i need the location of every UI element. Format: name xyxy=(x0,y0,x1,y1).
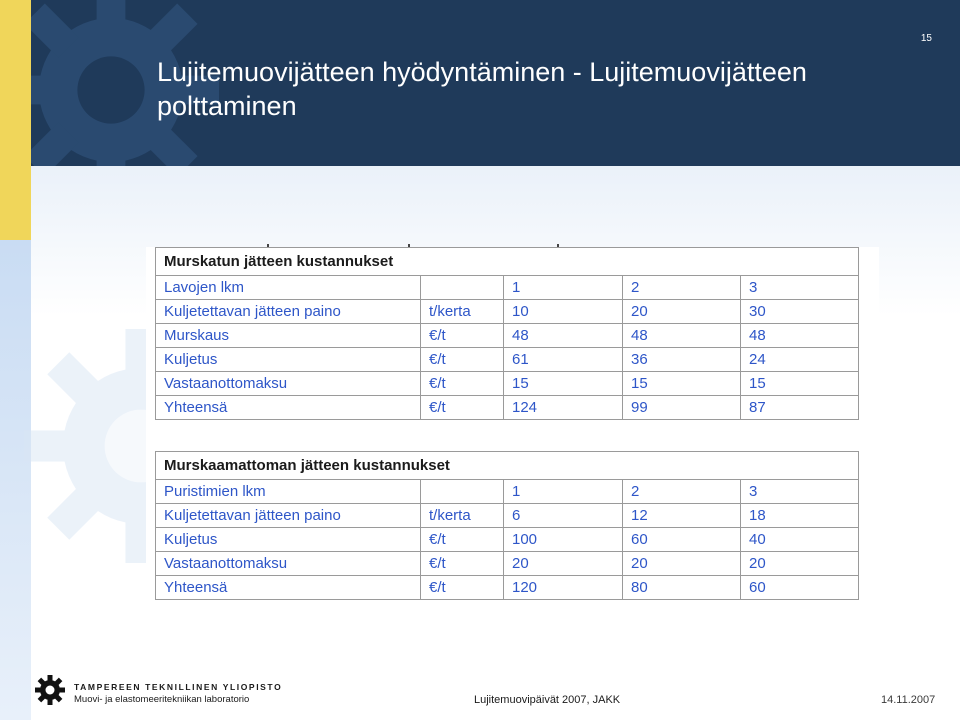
row-value: 2 xyxy=(623,276,741,300)
row-value: 61 xyxy=(504,348,623,372)
table-heading-row xyxy=(156,248,859,276)
table-row xyxy=(156,324,859,348)
row-unit: t/kerta xyxy=(421,504,504,528)
table-heading: Murskatun jätteen kustannukset xyxy=(156,248,859,276)
row-value: 48 xyxy=(504,324,623,348)
table-spacer-row xyxy=(156,420,859,452)
row-value: 60 xyxy=(623,528,741,552)
row-unit: €/t xyxy=(421,372,504,396)
table-row xyxy=(156,396,859,420)
row-unit: €/t xyxy=(421,348,504,372)
row-label: Kuljetettavan jätteen paino xyxy=(156,300,421,324)
row-value: 124 xyxy=(504,396,623,420)
table-row xyxy=(156,552,859,576)
slide-title: Lujitemuovijätteen hyödyntäminen - Lujitemuovijätteen polttaminen xyxy=(157,57,807,121)
cost-table xyxy=(155,247,859,600)
footer-event: Lujitemuovipäivät 2007, JAKK xyxy=(474,694,621,706)
row-unit xyxy=(421,480,504,504)
left-stripe-yellow xyxy=(0,0,31,240)
row-value: 3 xyxy=(741,276,859,300)
row-label: Puristimien lkm xyxy=(156,480,421,504)
row-value: 87 xyxy=(741,396,859,420)
row-value: 6 xyxy=(504,504,623,528)
row-unit: €/t xyxy=(421,576,504,600)
row-value: 80 xyxy=(623,576,741,600)
row-value: 15 xyxy=(623,372,741,396)
row-value: 1 xyxy=(504,480,623,504)
row-label: Vastaanottomaksu xyxy=(156,552,421,576)
row-unit: €/t xyxy=(421,552,504,576)
footer-laboratory: Muovi- ja elastomeeritekniikan laboratorio xyxy=(74,694,250,705)
tut-logo-icon xyxy=(34,674,66,706)
row-unit: €/t xyxy=(421,324,504,348)
row-unit: €/t xyxy=(421,528,504,552)
slide-number: 15 xyxy=(920,33,932,44)
table-row xyxy=(156,480,859,504)
footer-date: 14.11.2007 xyxy=(881,694,936,706)
row-value: 3 xyxy=(741,480,859,504)
row-value: 30 xyxy=(741,300,859,324)
table-row xyxy=(156,276,859,300)
table-row xyxy=(156,348,859,372)
row-value: 20 xyxy=(504,552,623,576)
row-label: Yhteensä xyxy=(156,576,421,600)
row-value: 12 xyxy=(623,504,741,528)
cost-table-image xyxy=(146,247,879,596)
row-value: 20 xyxy=(741,552,859,576)
table-row xyxy=(156,576,859,600)
row-value: 20 xyxy=(623,300,741,324)
row-label: Kuljetus xyxy=(156,528,421,552)
row-value: 20 xyxy=(623,552,741,576)
table-row xyxy=(156,504,859,528)
row-value: 40 xyxy=(741,528,859,552)
row-label: Lavojen lkm xyxy=(156,276,421,300)
row-unit: t/kerta xyxy=(421,300,504,324)
table-row xyxy=(156,372,859,396)
table-row xyxy=(156,300,859,324)
row-value: 48 xyxy=(623,324,741,348)
footer-university: TAMPEREEN TEKNILLINEN YLIOPISTO xyxy=(74,682,283,692)
row-label: Murskaus xyxy=(156,324,421,348)
table-heading-row xyxy=(156,452,859,480)
row-value: 2 xyxy=(623,480,741,504)
table-row xyxy=(156,528,859,552)
row-value: 18 xyxy=(741,504,859,528)
row-value: 120 xyxy=(504,576,623,600)
table-heading: Murskaamattoman jätteen kustannukset xyxy=(156,452,859,480)
row-label: Yhteensä xyxy=(156,396,421,420)
row-unit xyxy=(421,276,504,300)
row-value: 15 xyxy=(741,372,859,396)
row-value: 1 xyxy=(504,276,623,300)
row-value: 36 xyxy=(623,348,741,372)
row-label: Kuljetus xyxy=(156,348,421,372)
row-value: 60 xyxy=(741,576,859,600)
table-spacer xyxy=(156,420,859,452)
row-value: 99 xyxy=(623,396,741,420)
row-value: 15 xyxy=(504,372,623,396)
row-label: Kuljetettavan jätteen paino xyxy=(156,504,421,528)
row-unit: €/t xyxy=(421,396,504,420)
row-label: Vastaanottomaksu xyxy=(156,372,421,396)
row-value: 48 xyxy=(741,324,859,348)
row-value: 24 xyxy=(741,348,859,372)
row-value: 10 xyxy=(504,300,623,324)
row-value: 100 xyxy=(504,528,623,552)
